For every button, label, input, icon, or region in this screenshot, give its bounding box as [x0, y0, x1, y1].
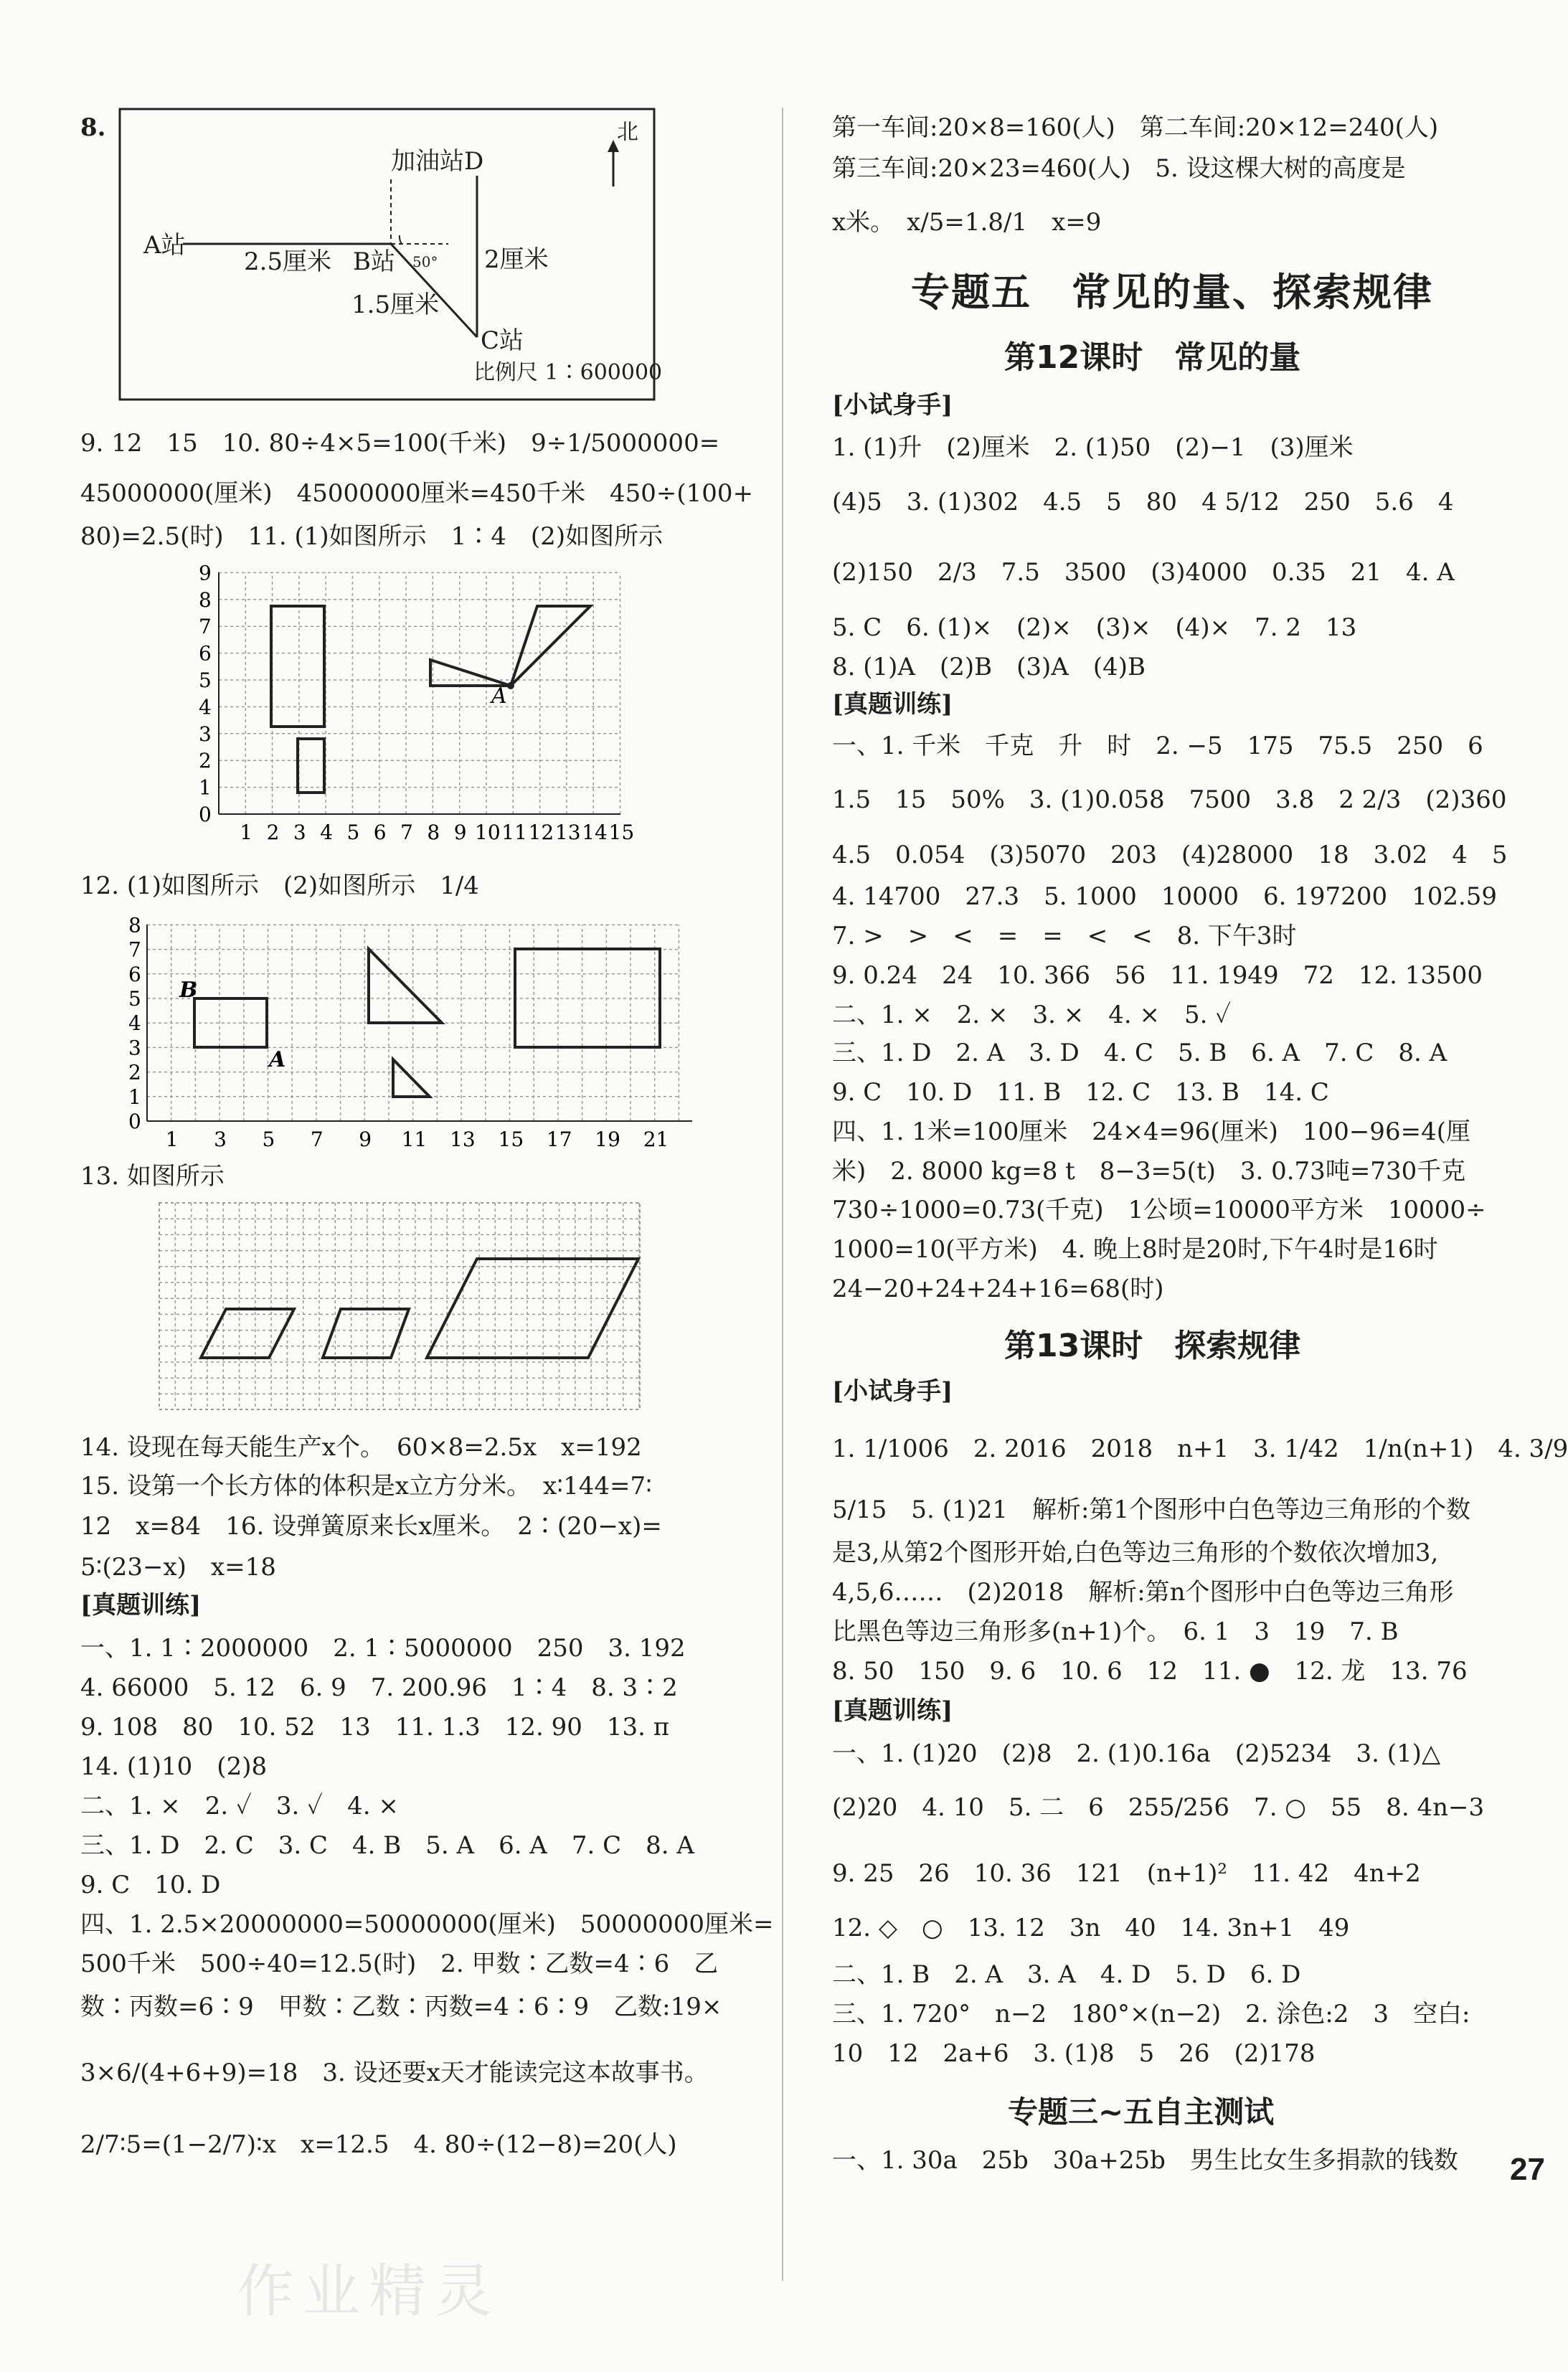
angle-label: 50° [412, 253, 438, 270]
grid2-y-tick: 3 [128, 1036, 141, 1060]
l13-line-2: 1. 1/1006 2. 2016 2018 n+1 3. 1/42 1/n(n+1) 4. 3/9 [832, 1435, 1568, 1463]
lesson12-title: 第12课时 常见的量 [1004, 339, 1301, 376]
l12-line-20: 1000=10(平方米) 4. 晚上8时是20时,下午4时是16时 [832, 1235, 1438, 1264]
grid2-large-rectangle [515, 949, 660, 1047]
left-line2-9: 14. (1)10 (2)8 [80, 1752, 268, 1781]
l13-line-5: 4,5,6…… (2)2018 解析:第n个图形中白色等边三角形 [832, 1578, 1454, 1607]
l12-line-14: 二、1. × 2. × 3. × 4. × 5. ✓ [832, 1001, 1232, 1029]
l13-line-15: 10 12 2a+6 3. (1)8 5 26 (2)178 [832, 2039, 1316, 2068]
l12-line-18: 米) 2. 8000 kg=8 t 8−3=5(t) 3. 0.73吨=730千克 [832, 1157, 1466, 1186]
grid2-x-tick: 21 [643, 1128, 669, 1151]
grid3-parallelogram-2 [323, 1309, 409, 1358]
grid1-y-tick: 2 [199, 749, 212, 773]
grid1-x-tick: 12 [528, 821, 554, 844]
grid3-parallelogram-1 [201, 1309, 294, 1358]
grid1-x-tick: 6 [373, 821, 387, 844]
grid1-small-rectangle [298, 739, 324, 793]
gas-station-label: 加油站D [391, 147, 484, 176]
grid1-y-tick: 6 [199, 641, 212, 666]
left-line2-8: 9. 108 80 10. 52 13 11. 1.3 12. 90 13. π [80, 1713, 670, 1742]
left-line2-16: 3×6/(4+6+9)=18 3. 设还要x天才能读完这本故事书。 [80, 2059, 709, 2087]
grid2-x-tick: 1 [165, 1128, 179, 1151]
l13-line-11: 9. 25 26 10. 36 121 (n+1)² 11. 42 4n+2 [832, 1859, 1421, 1888]
l13-line-12: 12. ◇ ○ 13. 12 3n 40 14. 3n+1 49 [832, 1914, 1350, 1942]
l12-line-16: 9. C 10. D 11. B 12. C 13. B 14. C [832, 1078, 1329, 1107]
grid2-y-tick: 1 [128, 1085, 141, 1109]
left-line-3: 80)=2.5(时) 11. (1)如图所示 1∶4 (2)如图所示 [80, 522, 663, 551]
left-line2-4: 5∶(23−x) x=18 [80, 1553, 276, 1582]
q13-line: 13. 如图所示 [80, 1162, 225, 1191]
grid2-x-tick: 17 [546, 1128, 572, 1151]
column-divider [782, 108, 783, 2281]
l12-line-2: 1. (1)升 (2)厘米 2. (1)50 (2)−1 (3)厘米 [832, 433, 1354, 462]
grid1-y-tick: 1 [199, 775, 212, 800]
dist-ab-label: 2.5厘米 [244, 247, 332, 276]
grid1-triangle-right [511, 606, 590, 686]
l12-line-8: 一、1. 千米 千克 升 时 2. −5 175 75.5 250 6 [832, 732, 1483, 760]
left-line2-17: 2/7∶5=(1−2/7)∶x x=12.5 4. 80÷(12−8)=20(人) [80, 2130, 677, 2159]
grid1-x-tick: 2 [266, 821, 280, 844]
left-line2-2: 15. 设第一个长方体的体积是x立方分米。 x∶144=7∶ [80, 1472, 652, 1501]
left-line2-10: 二、1. × 2. ✓ 3. ✓ 4. × [80, 1792, 399, 1820]
l12-line-11: 4. 14700 27.3 5. 1000 10000 6. 197200 102.59 [832, 882, 1498, 911]
grid2-point-a-label: A [269, 1047, 286, 1072]
grid2-large-triangle [369, 949, 442, 1023]
dist-bd-label: 2厘米 [484, 245, 549, 274]
station-b-label: B站 [353, 247, 395, 276]
l13-line-10: (2)20 4. 10 5. 二 6 255/256 7. ○ 55 8. 4n−3 [832, 1793, 1485, 1822]
left-line2-12: 9. C 10. D [80, 1871, 221, 1899]
grid1-x-tick: 1 [240, 821, 253, 844]
left-line2-11: 三、1. D 2. C 3. C 4. B 5. A 6. A 7. C 8. A [80, 1831, 694, 1860]
l13-line-14: 三、1. 720° n−2 180°×(n−2) 2. 涂色:2 3 空白: [832, 2000, 1470, 2028]
l13-line-13: 二、1. B 2. A 3. A 4. D 5. D 6. D [832, 1960, 1301, 1989]
grid1-x-tick: 8 [427, 821, 440, 844]
grid2-point-b-label: B [179, 978, 198, 1003]
left-line2-13: 四、1. 2.5×20000000=50000000(厘米) 50000000厘米= [80, 1910, 774, 1939]
l12-line-21: 24−20+24+24+16=68(时) [832, 1275, 1164, 1303]
grid2-x-tick: 9 [359, 1128, 372, 1151]
grid-figure-2 [126, 915, 699, 1166]
watermark: 作业精灵 [237, 2258, 501, 2325]
grid2-small-triangle [393, 1059, 430, 1097]
l13-line-9: 一、1. (1)20 (2)8 2. (1)0.16a (2)5234 3. (1)△ [832, 1739, 1441, 1768]
left-line-2: 45000000(厘米) 45000000厘米=450千米 450÷(100+ [80, 479, 754, 508]
grid-figure-3 [158, 1201, 660, 1417]
grid2-y-tick: 6 [128, 962, 141, 986]
left-line2-3: 12 x=84 16. 设弹簧原来长x厘米。 2∶(20−x)= [80, 1512, 662, 1541]
left-line2-7: 4. 66000 5. 12 6. 9 7. 200.96 1∶4 8. 3∶2 [80, 1673, 678, 1702]
left-line2-14: 500千米 500÷40=12.5(时) 2. 甲数∶乙数=4∶6 乙 [80, 1950, 719, 1978]
grid1-y-tick: 9 [199, 561, 212, 585]
grid1-y-tick: 3 [199, 722, 212, 746]
angle-arc [400, 235, 402, 244]
grid2-x-tick: 15 [498, 1128, 524, 1151]
grid2-x-tick: 11 [401, 1128, 428, 1151]
grid1-point-a [507, 682, 514, 689]
l13-section-zhenti: [真题训练] [832, 1696, 953, 1725]
grid2-x-tick: 7 [310, 1128, 323, 1151]
grid1-y-tick: 0 [199, 803, 212, 826]
grid2-x-tick: 13 [450, 1128, 476, 1151]
grid1-x-tick: 7 [400, 821, 413, 844]
grid1-x-tick: 9 [453, 821, 467, 844]
right-top-2: 第三车间:20×23=460(人) 5. 设这棵大树的高度是 [832, 154, 1406, 183]
station-a-label: A站 [143, 231, 186, 260]
grid1-triangle-left [430, 660, 511, 686]
l13-line-3: 5/15 5. (1)21 解析:第1个图形中白色等边三角形的个数 [832, 1496, 1471, 1524]
grid1-point-a-label: A [491, 684, 507, 709]
l12-line-13: 9. 0.24 24 10. 366 56 11. 1949 72 12. 13500 [832, 961, 1483, 990]
q12-line: 12. (1)如图所示 (2)如图所示 1/4 [80, 871, 479, 900]
l12-line-12: 7. > > < = = < < 8. 下午3时 [832, 922, 1297, 950]
grid1-x-tick: 14 [582, 821, 608, 844]
grid1-y-tick: 8 [199, 587, 212, 612]
lesson13-title: 第13课时 探索规律 [1004, 1328, 1301, 1364]
l13-section-xiaoshi: [小试身手] [832, 1377, 953, 1406]
l12-section-zhenti: [真题训练] [832, 690, 953, 719]
grid1-x-tick: 5 [346, 821, 360, 844]
dist-bc-label: 1.5厘米 [351, 290, 440, 319]
l12-line-6: 8. (1)A (2)B (3)A (4)B [832, 653, 1146, 681]
grid1-y-tick: 7 [199, 615, 212, 639]
grid2-y-tick: 5 [128, 987, 141, 1011]
grid2-x-tick: 19 [595, 1128, 620, 1151]
grid1-x-tick: 11 [501, 821, 527, 844]
q8-label: 8. [80, 113, 106, 142]
grid2-y-tick: 0 [128, 1110, 141, 1133]
l12-line-19: 730÷1000=0.73(千克) 1公顷=10000平方米 10000÷ [832, 1196, 1486, 1224]
grid1-x-tick: 3 [293, 821, 306, 844]
grid2-x-tick: 3 [214, 1128, 227, 1151]
grid1-tall-rectangle [271, 606, 324, 727]
l13-line-4: 是3,从第2个图形开始,白色等边三角形的个数依次增加3, [832, 1539, 1439, 1567]
grid1-x-tick: 15 [608, 821, 635, 844]
left-line2-15: 数∶丙数=6∶9 甲数∶乙数∶丙数=4∶6∶9 乙数:19× [80, 1993, 722, 2021]
grid2-x-tick: 5 [262, 1128, 275, 1151]
grid2-y-tick: 2 [128, 1060, 141, 1085]
right-top-3: x米。 x/5=1.8/1 x=9 [832, 208, 1102, 237]
l12-line-4: (2)150 2/3 7.5 3500 (3)4000 0.35 21 4. A [832, 558, 1455, 587]
l12-line-9: 1.5 15 50% 3. (1)0.058 7500 3.8 2 2/3 (2)360 [832, 785, 1507, 814]
grid2-y-tick: 8 [128, 913, 141, 937]
scale-label: 比例尺 1∶600000 [473, 360, 663, 385]
left-line2-1: 14. 设现在每天能生产x个。 60×8=2.5x x=192 [80, 1433, 642, 1462]
self-test-title: 专题三~五自主测试 [1008, 2094, 1275, 2130]
self-test-line: 一、1. 30a 25b 30a+25b 男生比女生多捐款的钱数 [832, 2146, 1458, 2175]
grid2-y-tick: 7 [128, 937, 141, 962]
grid1-y-tick: 5 [199, 668, 212, 692]
l13-line-6: 比黑色等边三角形多(n+1)个。 6. 1 3 19 7. B [832, 1617, 1399, 1646]
grid1-x-tick: 4 [320, 821, 334, 844]
left-line2-6: 一、1. 1∶2000000 2. 1∶5000000 250 3. 192 [80, 1634, 686, 1663]
l12-section-xiaoshi: [小试身手] [832, 391, 953, 420]
grid1-x-tick: 10 [475, 821, 501, 844]
grid1-y-tick: 4 [199, 695, 212, 719]
right-top-1: 第一车间:20×8=160(人) 第二车间:20×12=240(人) [832, 113, 1439, 142]
north-label: 北 [617, 120, 638, 145]
l12-line-15: 三、1. D 2. A 3. D 4. C 5. B 6. A 7. C 8. A [832, 1039, 1447, 1067]
grid1-x-tick: 13 [554, 821, 581, 844]
l13-line-7: 8. 50 150 9. 6 10. 6 12 11. ● 12. 龙 13. 76 [832, 1657, 1468, 1686]
grid-figure-1 [183, 561, 635, 854]
grid2-y-tick: 4 [128, 1011, 141, 1036]
l12-line-5: 5. C 6. (1)× (2)× (3)× (4)× 7. 2 13 [832, 613, 1357, 642]
l12-line-17: 四、1. 1米=100厘米 24×4=96(厘米) 100−96=4(厘 [832, 1118, 1470, 1146]
left-section-zhenti: [真题训练] [80, 1591, 202, 1620]
topic-title: 专题五 常见的量、探索规律 [911, 270, 1433, 315]
page-number: 27 [1510, 2152, 1545, 2187]
l12-line-3: (4)5 3. (1)302 4.5 5 80 4 5/12 250 5.6 4 [832, 488, 1454, 516]
l12-line-10: 4.5 0.054 (3)5070 203 (4)28000 18 3.02 4 5 [832, 841, 1508, 869]
left-line-1: 9. 12 15 10. 80÷4×5=100(千米) 9÷1/5000000= [80, 429, 720, 458]
station-c-label: C站 [481, 326, 524, 355]
